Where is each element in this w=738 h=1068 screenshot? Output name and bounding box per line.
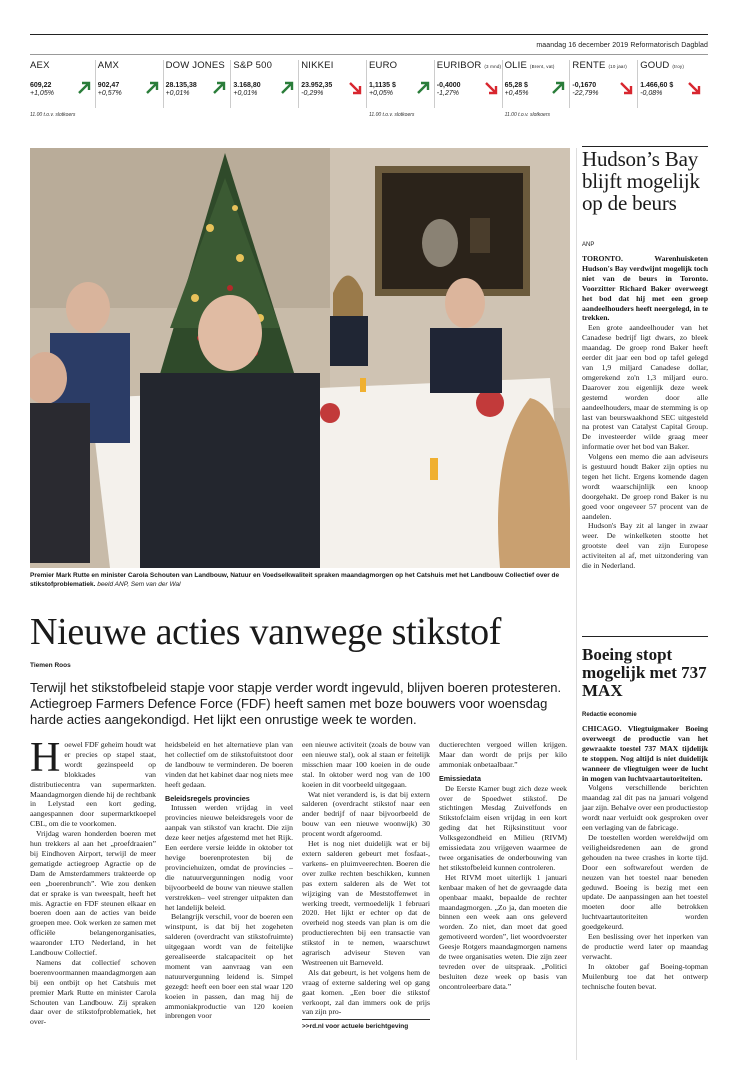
ticker-name [437, 60, 503, 71]
paragraph: Vrijdag waren honderden boeren met hun trekkers al aan het „proefdraaien” bij Eindhoven Airport, terwijl de meer gematigde actiegroep Agractie op de Dam de Amsterdammers trakteerde op een „boerenbrunch”. Wie zou denken dat er sprake is van tweespalt, heeft het mis. Agractie en FDF steunen elkaar en boeren doen aan de acties van beide groepen mee. Ook werken ze samen met officiële belangenorganisaties, waaronder LTO Nederland, in het Landbouw Collectief. [30, 829, 156, 958]
paragraph: Namens dat collectief schoven boerenvoormannen maandagmorgen aan bij een ontbijt op het Catshuis met premier Mark Rutte en minister Carola Schouten van Landbouw. Zij spraken daar over de stikstofproblematiek, het over- [30, 957, 156, 1027]
ticker-divider [230, 60, 231, 108]
photo-caption [30, 572, 570, 589]
ticker-item [369, 60, 435, 124]
ticker-value: 65,28 $ [504, 82, 528, 89]
subheading: Emissiedata [439, 773, 481, 783]
ticker-change: -22,79% [572, 90, 599, 97]
ticker-name [572, 60, 638, 71]
ticker-value: 28.135,38 [165, 82, 197, 89]
ticker-item [437, 60, 503, 124]
paragraph: Een beslissing over het inperken van de productie werd later op maandag verwacht. [582, 932, 708, 961]
caption-text: Premier Mark Rutte en minister Carola Schouten van Landbouw, Natuur en Voedselkwaliteit spraken maandagmorgen op het Catshuis met het Landbouw Collectief over de stikstofproblematiek. [30, 572, 560, 588]
ticker-change: +0,57% [97, 90, 122, 97]
ticker-name [166, 60, 232, 71]
side-top-rule [582, 146, 708, 147]
paragraph: Belangrijk verschil, voor de boeren een winstpunt, is dat bij het zogeheten salderen (overdracht van stikstofruimte) uitgegaan wordt van de feitelijke gerealiseerde stalcapaciteit op het moment van aanvraag van een natuurvergunning leidend is. Simpel gezegd: heeft een boer een stal waar 120 koeien in passen, dan mag hij de ammoniakproductie van 120 koeien inbrengen voor [165, 912, 293, 1021]
side-body-1 [582, 254, 708, 571]
ticker-name [640, 60, 706, 71]
ticker-change: -1,27% [436, 90, 459, 97]
arrow-down-icon [618, 80, 634, 96]
ticker-name [30, 60, 96, 71]
paragraph: Hudson's Bay zit al langer in zwaar weer. De winkelketen stootte het grootste deel van zijn Europese activiteiten al af, met uitzondering van die in Nederland. [582, 521, 708, 571]
arrow-down-icon [347, 80, 363, 96]
ticker-divider [434, 60, 435, 108]
ticker-label: EURO [369, 60, 398, 71]
ticker-qualifier: (3 mnd) [484, 64, 502, 69]
arrow-up-icon [76, 80, 92, 96]
ticker-item [30, 60, 96, 124]
ticker-value: 23.952,35 [301, 82, 333, 89]
side-article-boeing [582, 646, 708, 991]
ticker-item [640, 60, 706, 124]
article-column-2 [165, 740, 293, 1021]
ticker-divider [366, 60, 367, 108]
byline: Tiemen Roos [30, 662, 71, 669]
paragraph: een nieuwe activiteit (zoals de bouw van een nieuwe stal), ook al staan er feitelijk misschien maar 100 koeien in de oude stal. In oktober werd nog van de 100 koeien in dit voorbeeld uitgegaan. [302, 740, 430, 789]
ticker-value: 3.168,80 [233, 82, 261, 89]
ticker-value: 1,1135 $ [369, 82, 396, 89]
paragraph: In oktober gaf Boeing-topman Muilenburg toe dat het ontwerp technische fouten bevat. [582, 961, 708, 991]
ticker-divider [163, 60, 164, 108]
paragraph: Volgens verschillende berichten maandag zal dit pas na januari volgend jaar zijn. Behalve over een productiestop wordt naar verluidt ook gesproken over een verlaging van de fabricage. [582, 783, 708, 833]
ticker-label: OLIE [504, 60, 528, 71]
ticker-label: AMX [97, 60, 119, 71]
ticker-change: -0,29% [301, 90, 324, 97]
ticker-label: DOW JONES [165, 60, 225, 71]
top-rule [30, 34, 708, 35]
paragraph: Het RIVM moet uiterlijk 1 januari kenbaar maken of het de gevraagde data openbaar maakt, bepaalde de rechter maandagmorgen. „Zo ja, dan moeten die binnen een week aan ons geleverd worden. Zo niet, dan moet dat goed gemotiveerd worden”, liet woordvoerster Geesje Rotgers maandagmorgen namens de twee organisaties weten. Die zijn zeer tevreden over de uitspraak. „Politici besluiten deze week op basis van oncontroleerbare data.” [439, 872, 567, 991]
ticker-change: +0,05% [369, 90, 393, 97]
ticker-name [369, 60, 435, 71]
date-text: maandag 16 december 2019 [536, 42, 629, 49]
article-column-4 [439, 740, 567, 992]
paragraph: Intussen werden vrijdag in veel provincies nieuwe beleidsregels voor de aanpak van stikstof van kracht. Die zijn deze keer netjes afgestemd met het Rijk. Een eerdere versie leidde in oktober tot hevige boerenprotesten bij de provinciehuizen, omdat de provincies –die natuurvergunningen nodig voor bijvoorbeeld de bouw van nieuwe stallen verstrekken– veel strenger uitpakten dan het landelijk beleid. [165, 803, 293, 912]
ticker-label: AEX [30, 60, 50, 71]
ticker-item [98, 60, 164, 124]
side-headline-2: Boeing stopt mogelijk met 737 MAX [582, 645, 707, 700]
ticker-name [233, 60, 299, 71]
arrow-down-icon [483, 80, 499, 96]
side-mid-rule [582, 636, 708, 637]
side-body-2 [582, 724, 708, 991]
paragraph: Hoewel FDF geheim houdt wat er precies op stapel staat, wordt gezinspeeld op blokkades van distributiecentra van supermarkten. Maandagmorgen diende hij de rechtbank in Lelystad een kort geding, aangespannen door supermarktkoepel CBL, om die te voorkomen. [30, 735, 156, 829]
ticker-item [166, 60, 232, 124]
ticker-label: GOUD [640, 60, 670, 71]
side-source-1: ANP [582, 242, 595, 248]
web-reference-link[interactable]: >>rd.nl voor actuele berichtgeving [302, 1019, 430, 1032]
ticker-change: +0,01% [233, 90, 258, 97]
ticker-qualifier: (troy) [672, 64, 685, 69]
paragraph: Wat niet veranderd is, is dat bij extern salderen (overdracht stikstof naar een ander bedrijf of naar bijvoorbeeld de bouw van een nieuwe woonwijk) 30 procent wordt afgeroomd. [302, 789, 430, 839]
ticker-divider [95, 60, 96, 108]
ticker-divider [569, 60, 570, 108]
side-headline-1: Hudson’s Bay blijft mogelijk op de beurs [582, 147, 700, 215]
side-article-hudsons-bay [582, 148, 708, 571]
header-rule [30, 54, 708, 55]
ticker-label: NIKKEI [301, 60, 334, 71]
ticker-item [505, 60, 571, 124]
paragraph: Volgens een memo die aan adviseurs is gestuurd houdt Baker zijn opties nu tegen het licht. Ergens komende dagen wordt waarschijnlijk een knoop doorgehakt. De groep rond Baker is nu goed voor ongeveer 57 procent van de aandelen. [582, 452, 708, 521]
ticker-value: 1.466,60 $ [640, 82, 674, 89]
ticker-note: 11.00 t.o.v. slotkoers [30, 112, 76, 118]
ticker-change: +0,01% [165, 90, 190, 97]
paragraph: Een grote aandeelhouder van het Canadese bedrijf ligt dwars, zo bleek maandag. De groep rond Baker heeft eerder dit jaar een bod op tafel gelegd van 1,9 miljard Canadese dollar, omgerekend zo'n 1,3 miljard euro. Daarover zou eigenlijk deze week gestemd worden door alle aandeelhouders, maar de stemming is op last van beurswaakhond SEC uitgesteld na protest van Catalyst Capital Group. De investeerder wilde graag meer informatie over het bod van Baker. [582, 323, 708, 452]
arrow-up-icon [279, 80, 295, 96]
ticker-value: 902,47 [97, 82, 120, 89]
ticker-item [233, 60, 299, 124]
ticker-qualifier: (Brent, vat) [529, 64, 555, 69]
photo-illustration [30, 148, 570, 568]
ticker-name [98, 60, 164, 71]
ticker-value: 609,22 [30, 82, 52, 89]
side-source-2: Redactie economie [582, 712, 637, 718]
ticker-qualifier: (10 jaar) [608, 64, 627, 69]
main-photo [30, 148, 570, 568]
sidebar-divider [576, 148, 577, 1060]
ticker-value: -0,4000 [436, 82, 461, 89]
ticker-change: -0,08% [640, 90, 663, 97]
ticker-divider [298, 60, 299, 108]
paragraph: heidsbeleid en het alternatieve plan van het collectief om de stikstofuitstoot door de landbouw te verminderen. De boeren vinden dat het kabinet daar nog niets mee heeft gedaan. [165, 740, 293, 789]
arrow-up-icon [415, 80, 431, 96]
intro-paragraph: Terwijl het stikstofbeleid stapje voor stapje verder wordt ingevuld, blijven boeren protesteren. Actiegroep Farmers Defence Force (FDF) heeft samen met boze bouwers voor woensdag harde acties aangekondigd. Het lijkt een onrustige week te worden. [30, 680, 562, 727]
ticker-label: EURIBOR [436, 60, 482, 71]
ticker-note: 11.00 t.o.v. slotkoers [369, 112, 415, 118]
lead-paragraph: TORONTO. Warenhuisketen Hudson's Bay verdwijnt mogelijk toch niet van de beurs in Toronto. Voorzitter Richard Baker overweegt het bod dat hij met een groep aandeelhouders heeft neergelegd, in te trekken. [582, 254, 708, 323]
article-column-1 [30, 735, 156, 1027]
header-date [536, 42, 708, 49]
ticker-change: +0,45% [504, 90, 529, 97]
article-column-3 [302, 740, 430, 1032]
market-ticker [30, 60, 708, 124]
ticker-item [572, 60, 638, 124]
ticker-divider [502, 60, 503, 108]
paragraph: De toestellen worden wereldwijd om veiligheidsredenen aan de grond gehouden na twee crashes in korte tijd. Door een softwarefout werden de neuzen van het toestel naar beneden geduwd. Boeing is bezig met een update. De aanpassingen aan het toestel moeten door alle betrokken luchtvaartautoriteiten worden goedgekeurd. [582, 832, 708, 932]
ticker-item [301, 60, 367, 124]
arrow-down-icon [686, 80, 702, 96]
ticker-name [301, 60, 367, 71]
paragraph: Als dat gebeurt, is het volgens hem de vraag of externe saldering wel op gang gaat komen. „Een boer die stikstof verkoopt, zal dan immers ook de prijs van zijn pro- [302, 967, 430, 1017]
ticker-label: S&P 500 [233, 60, 273, 71]
lead-paragraph: CHICAGO. Vliegtuigmaker Boeing overweegt de productie van het gewraakte toestel 737 MAX tijdelijk te stoppen. Nog altijd is niet duidelijk wanneer de vliegtuigen weer de lucht in mogen van luchtvaartautoriteiten. [582, 724, 708, 783]
ticker-label: RENTE [572, 60, 606, 71]
ticker-note: 11.00 t.o.v. slotkoers [504, 112, 550, 118]
arrow-up-icon [144, 80, 160, 96]
ticker-change: +1,05% [30, 90, 54, 97]
photo-credit: beeld ANP, Sem van der Wal [97, 580, 181, 588]
subheading: Beleidsregels provincies [165, 793, 250, 803]
ticker-divider [637, 60, 638, 108]
paper-name: Reformatorisch Dagblad [630, 42, 708, 49]
paragraph: Het is nog niet duidelijk wat er bij extern salderen gebeurt met fosfaat-, varkens- en pluimveerechten. Boeren die over zulke rechten beschikken, kunnen pas extern salderen als de Wet tot wijziging van de Meststoffenwet in werking treedt, vermoedelijk 1 februari 2020. Het lijkt er echter op dat de overheid nog steeds van plan is om die productierechten bij een transactie van stikstof in te nemen, waarschuwt agrarisch adviseur Steven van Westreenen uit Barneveld. [302, 839, 430, 967]
paragraph: ductierechten vergoed willen krijgen. Maar dan wordt de prijs per kilo ammoniak onbetaalbaar.” [439, 740, 567, 769]
ticker-value: -0,1670 [572, 82, 597, 89]
arrow-up-icon [211, 80, 227, 96]
ticker-name [505, 60, 571, 71]
paragraph: De Eerste Kamer bugt zich deze week over de Spoedwet stikstof. De stichtingen Mesdag Zuivelfonds en Stikstofclaim eisen vrijdag in een kort geding dat het Rijksinstituut voor Volksgezondheid en Milieu (RIVM) emissiedata zou vrijgeven waarmee de twee organisaties de onderbouwing van het stikstofbeleid kunnen controleren. [439, 783, 567, 872]
main-headline: Nieuwe acties vanwege stikstof [30, 611, 502, 653]
arrow-up-icon [550, 80, 566, 96]
drop-cap: H [30, 735, 61, 781]
